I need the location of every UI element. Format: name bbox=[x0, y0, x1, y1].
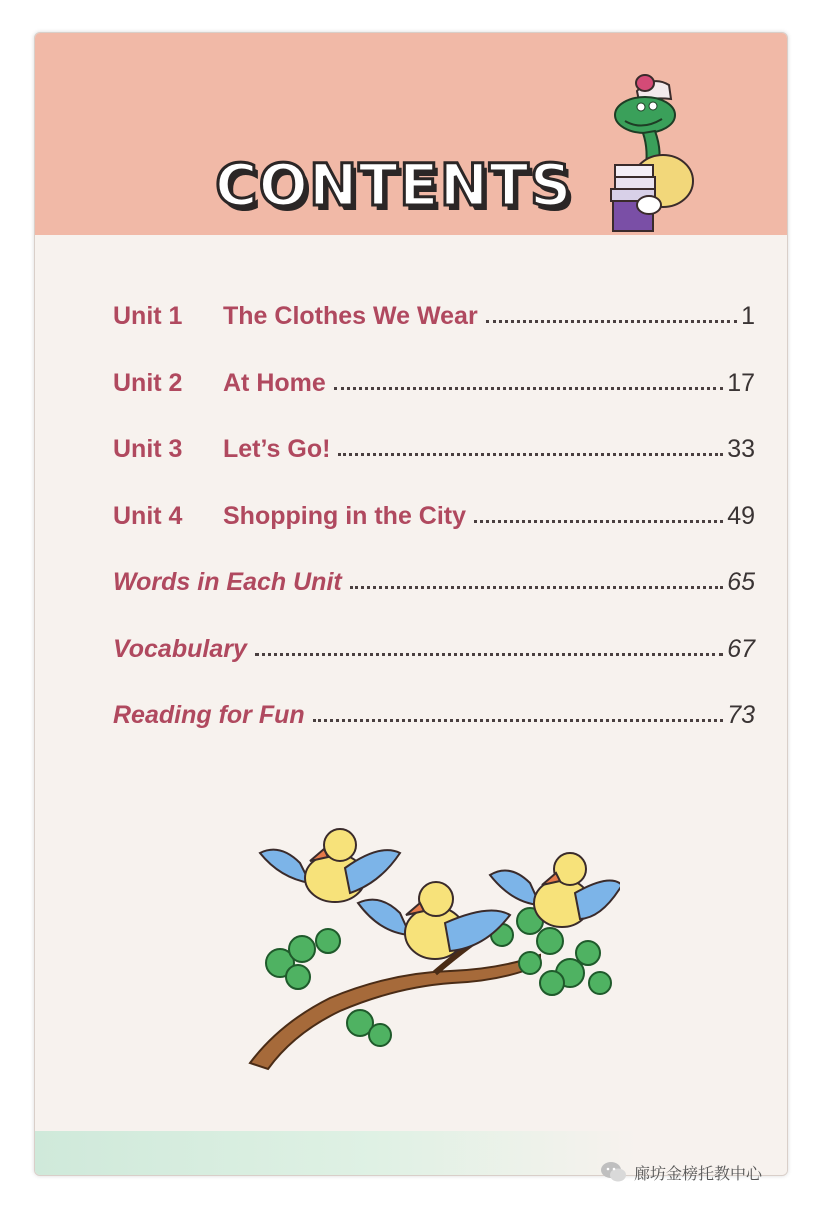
toc-title: The Clothes We Wear bbox=[223, 301, 478, 330]
toc-unit-label: Unit 1 bbox=[113, 301, 183, 330]
leader-dots bbox=[313, 717, 724, 722]
toc-page-number: 67 bbox=[727, 634, 755, 663]
toc-title: Vocabulary bbox=[113, 634, 247, 663]
toc-page-number: 65 bbox=[727, 567, 755, 596]
toc-title: At Home bbox=[223, 368, 326, 397]
toc-page-number: 73 bbox=[727, 700, 755, 729]
toc-unit-label: Unit 4 bbox=[113, 501, 183, 530]
toc-entry-unit-4[interactable] bbox=[113, 496, 755, 536]
toc-entry-unit-1[interactable] bbox=[113, 296, 755, 336]
wechat-icon bbox=[600, 1160, 628, 1184]
toc-page-number: 1 bbox=[741, 301, 755, 330]
watermark bbox=[600, 1160, 762, 1184]
page-title: CONTENTS bbox=[215, 151, 573, 219]
leader-dots bbox=[486, 318, 737, 323]
toc-entry-reading[interactable] bbox=[113, 695, 755, 735]
toc-unit-label: Unit 2 bbox=[113, 368, 183, 397]
toc-page-number: 49 bbox=[727, 501, 755, 530]
leader-dots bbox=[474, 518, 723, 523]
leader-dots bbox=[350, 584, 723, 589]
toc-title: Let’s Go! bbox=[223, 434, 331, 463]
toc-entry-unit-3[interactable] bbox=[113, 429, 755, 469]
toc-page-number: 17 bbox=[727, 368, 755, 397]
toc-entry-unit-2[interactable] bbox=[113, 363, 755, 403]
toc-title: Shopping in the City bbox=[223, 501, 467, 530]
leader-dots bbox=[255, 651, 723, 656]
turtle-mascot-icon bbox=[597, 73, 707, 243]
toc-unit-label: Unit 3 bbox=[113, 434, 183, 463]
toc-entry-vocabulary[interactable] bbox=[113, 629, 755, 669]
contents-page bbox=[34, 32, 788, 1176]
watermark-text: 廊坊金榜托教中心 bbox=[634, 1163, 763, 1183]
toc-title: Reading for Fun bbox=[113, 700, 305, 729]
leader-dots bbox=[334, 385, 723, 390]
leader-dots bbox=[338, 451, 723, 456]
toc-title: Words in Each Unit bbox=[113, 567, 342, 596]
birds-on-branch-icon bbox=[240, 823, 620, 1073]
toc-page-number: 33 bbox=[727, 434, 755, 463]
toc-entry-words[interactable] bbox=[113, 562, 755, 602]
